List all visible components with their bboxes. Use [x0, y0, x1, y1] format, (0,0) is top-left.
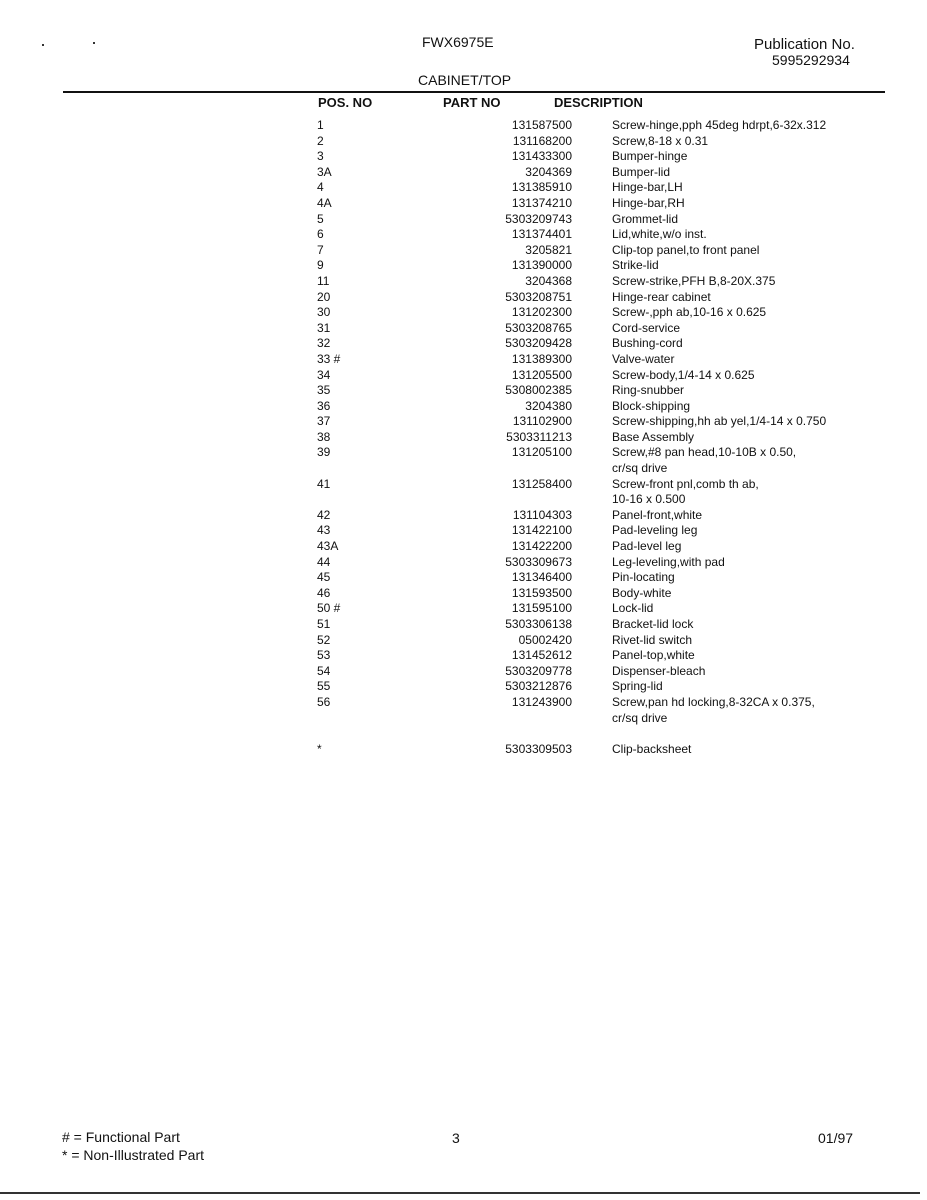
parts-row — [300, 664, 860, 680]
part-description: Dispenser-bleach — [612, 663, 706, 678]
part-description: Screw,8-18 x 0.31 — [612, 133, 709, 148]
part-description: Clip-backsheet — [612, 742, 692, 757]
parts-row — [300, 399, 860, 415]
part-description: Bumper-hinge — [612, 149, 688, 164]
revision-date: 01/97 — [818, 1130, 854, 1146]
parts-row — [300, 165, 860, 181]
part-number: 3205821 — [525, 242, 572, 257]
parts-row — [300, 617, 860, 633]
part-number: 5303311213 — [506, 429, 572, 444]
pos-number: 33 # — [317, 351, 341, 366]
parts-row — [300, 555, 860, 571]
pos-number: 35 — [317, 383, 331, 398]
pos-number: 5 — [317, 211, 324, 226]
part-number: 131104303 — [512, 507, 572, 522]
pos-number: 56 — [317, 694, 331, 709]
parts-list — [300, 118, 860, 758]
part-number: 131168200 — [512, 133, 572, 148]
pos-number: 3A — [317, 164, 332, 179]
publication-label: Publication No. — [754, 36, 855, 53]
parts-row — [300, 601, 860, 617]
pos-number: 52 — [317, 632, 331, 647]
pos-number: 43 — [317, 523, 331, 538]
part-description: Screw-strike,PFH B,8-20X.375 — [612, 273, 776, 288]
part-description: Panel-top,white — [612, 648, 695, 663]
part-number: 131205100 — [511, 445, 572, 460]
pos-number: 2 — [317, 133, 324, 148]
part-description: Bushing-cord — [612, 336, 683, 351]
part-description: Screw-,pph ab,10-16 x 0.625 — [612, 305, 767, 320]
part-number: 5303209778 — [505, 663, 572, 678]
pos-number: 55 — [317, 679, 331, 694]
pos-number: 4A — [317, 195, 332, 210]
part-description: Cord-service — [612, 320, 681, 335]
part-number: 5303208751 — [505, 289, 572, 304]
pos-number: 45 — [317, 570, 331, 585]
scan-speck — [93, 42, 95, 44]
pos-number: 54 — [317, 663, 331, 678]
parts-row — [300, 258, 860, 274]
part-description: Hinge-bar,RH — [612, 195, 685, 210]
part-description: cr/sq drive — [612, 710, 668, 725]
parts-row — [300, 430, 860, 446]
parts-row — [300, 539, 860, 555]
part-number: 131202300 — [511, 305, 572, 320]
part-description: Screw,pan hd locking,8-32CA x 0.375, — [612, 694, 815, 709]
part-description: Grommet-lid — [612, 211, 679, 226]
pos-number: 11 — [317, 273, 330, 288]
part-description: Pad-level leg — [612, 539, 682, 554]
part-number: 05002420 — [518, 632, 572, 647]
pos-number: 3 — [317, 149, 324, 164]
parts-row — [300, 212, 860, 228]
scan-speck — [42, 44, 44, 46]
model-number: FWX6975E — [422, 34, 494, 50]
part-number — [400, 461, 612, 477]
parts-row — [300, 290, 860, 306]
part-number — [400, 711, 612, 727]
parts-row — [300, 321, 860, 337]
pos-number: 53 — [317, 648, 331, 663]
pos-number: 32 — [317, 336, 331, 351]
section-title: CABINET/TOP — [418, 72, 512, 88]
part-number: 131593500 — [511, 585, 572, 600]
parts-row — [300, 118, 860, 134]
pos-number: 34 — [317, 367, 331, 382]
part-description: Spring-lid — [612, 679, 663, 694]
part-description: Leg-leveling,with pad — [612, 554, 725, 569]
part-description: Screw,#8 pan head,10-10B x 0.50, — [612, 445, 797, 460]
pos-number: 30 — [317, 305, 331, 320]
pos-number: * — [317, 742, 322, 757]
part-description: Block-shipping — [612, 398, 691, 413]
column-header-description: DESCRIPTION — [554, 95, 643, 110]
parts-row — [300, 180, 860, 196]
part-number: 5303208765 — [505, 320, 572, 335]
part-description: Bracket-lid lock — [612, 617, 694, 631]
pos-number — [300, 492, 400, 508]
part-description: 10-16 x 0.500 — [612, 492, 686, 507]
part-number: 3204380 — [525, 398, 572, 413]
parts-row — [300, 523, 860, 539]
header-divider — [63, 91, 885, 93]
pos-number: 50 # — [317, 601, 341, 616]
pos-number: 42 — [317, 507, 331, 522]
part-description: Screw-body,1/4-14 x 0.625 — [612, 367, 755, 382]
part-number: 131390000 — [511, 258, 572, 273]
part-number: 131346400 — [511, 570, 572, 585]
part-description: Screw-front pnl,comb th ab, — [612, 476, 759, 491]
pos-number: 43A — [317, 539, 339, 554]
pos-number: 51 — [317, 617, 331, 631]
parts-row — [300, 305, 860, 321]
part-number: 5303309503 — [505, 742, 572, 757]
part-description: Body-white — [612, 585, 672, 600]
part-number: 131422100 — [511, 523, 572, 538]
pos-number: 46 — [317, 585, 331, 600]
parts-row — [300, 679, 860, 695]
pos-number: 44 — [317, 554, 331, 569]
parts-row — [300, 742, 860, 758]
parts-row — [300, 134, 860, 150]
part-description: Ring-snubber — [612, 383, 685, 398]
part-number: 5303306138 — [505, 617, 572, 631]
part-description: cr/sq drive — [612, 461, 668, 476]
pos-number: 41 — [317, 476, 331, 491]
column-header-pos: POS. NO — [318, 95, 373, 110]
pos-number: 37 — [317, 414, 331, 429]
legend-functional: # = Functional Part — [62, 1129, 180, 1145]
part-description: Pad-leveling leg — [612, 523, 698, 538]
parts-row — [300, 383, 860, 399]
pos-number: 7 — [317, 242, 324, 257]
parts-row — [300, 492, 860, 508]
part-number: 131102900 — [512, 414, 572, 429]
parts-row — [300, 227, 860, 243]
parts-row — [300, 711, 860, 727]
pos-number — [300, 711, 400, 727]
pos-number: 1 — [317, 118, 324, 132]
part-number: 131433300 — [511, 149, 572, 164]
parts-row — [300, 648, 860, 664]
part-description: Lock-lid — [612, 601, 654, 616]
part-number: 131595100 — [511, 601, 572, 616]
part-number: 5308002385 — [505, 383, 572, 398]
pos-number: 4 — [317, 180, 324, 195]
part-number: 3204368 — [525, 273, 572, 288]
part-number: 131389300 — [511, 351, 572, 366]
pos-number: 20 — [317, 289, 331, 304]
part-number: 5303209428 — [505, 336, 572, 351]
part-number: 131422200 — [511, 539, 572, 554]
part-number: 131258400 — [511, 476, 572, 491]
parts-row — [300, 368, 860, 384]
parts-row — [300, 274, 860, 290]
parts-row — [300, 586, 860, 602]
part-number: 5303309673 — [505, 554, 572, 569]
parts-row — [300, 196, 860, 212]
pos-number: 31 — [317, 320, 331, 335]
pos-number: 38 — [317, 429, 331, 444]
pos-number — [300, 461, 400, 477]
part-number: 131205500 — [511, 367, 572, 382]
part-description: Lid,white,w/o inst. — [612, 227, 707, 242]
part-description: Bumper-lid — [612, 164, 671, 179]
part-number: 131452612 — [511, 648, 572, 663]
parts-row — [300, 149, 860, 165]
page-number: 3 — [452, 1130, 460, 1146]
part-description: Base Assembly — [612, 429, 695, 444]
part-number: 5303212876 — [505, 679, 572, 694]
parts-row — [300, 695, 860, 711]
parts-row — [300, 508, 860, 524]
parts-row — [300, 570, 860, 586]
column-header-part: PART NO — [443, 95, 501, 110]
parts-row — [300, 445, 860, 461]
part-description: Clip-top panel,to front panel — [612, 242, 760, 257]
publication-number: 5995292934 — [772, 52, 850, 68]
parts-row — [300, 336, 860, 352]
parts-row — [300, 352, 860, 368]
part-number: 131243900 — [511, 694, 572, 709]
part-description: Panel-front,white — [612, 507, 703, 522]
parts-row — [300, 477, 860, 493]
part-description: Screw-shipping,hh ab yel,1/4-14 x 0.750 — [612, 414, 827, 429]
part-number — [400, 492, 612, 508]
pos-number: 6 — [317, 227, 324, 242]
pos-number: 39 — [317, 445, 331, 460]
part-description: Hinge-rear cabinet — [612, 289, 711, 304]
part-number: 3204369 — [525, 164, 572, 179]
part-number: 131587500 — [511, 118, 572, 132]
part-description: Rivet-lid switch — [612, 632, 693, 647]
part-description: Screw-hinge,pph 45deg hdrpt,6-32x.312 — [612, 118, 827, 132]
part-description: Strike-lid — [612, 258, 659, 273]
footer-divider — [0, 1192, 920, 1194]
pos-number: 36 — [317, 398, 331, 413]
part-description: Hinge-bar,LH — [612, 180, 683, 195]
legend-non-illustrated: * = Non-Illustrated Part — [62, 1147, 205, 1163]
part-number: 131374401 — [511, 227, 572, 242]
part-number: 131385910 — [511, 180, 572, 195]
part-description: Pin-locating — [612, 570, 675, 585]
part-number: 5303209743 — [505, 211, 572, 226]
part-number: 131374210 — [511, 195, 572, 210]
parts-row — [300, 243, 860, 259]
parts-row — [300, 633, 860, 649]
pos-number: 9 — [317, 258, 324, 273]
part-description: Valve-water — [612, 351, 675, 366]
parts-row — [300, 414, 860, 430]
parts-row — [300, 461, 860, 477]
